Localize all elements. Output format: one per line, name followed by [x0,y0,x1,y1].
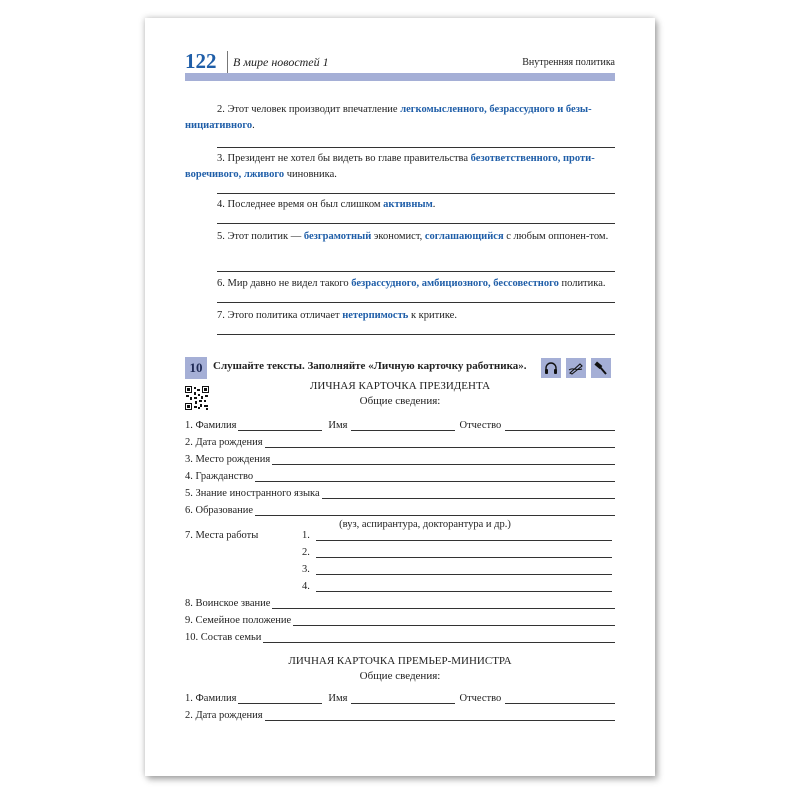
surname-label: 1. Фамилия [185,420,237,431]
page-header [185,51,615,73]
citizenship-row: 4. Гражданство [185,471,615,482]
answer-line[interactable] [217,223,615,224]
exercise-item-2: 2. Этот человек производит впечатление легкомысленного, безрассудного и безы- нициативного. [185,104,592,131]
marital-status-row: 9. Семейное положение [185,615,615,626]
military-rank-field[interactable] [272,598,615,609]
name-field[interactable] [351,693,455,704]
work-line: 1. [302,530,612,541]
header-bar [185,73,615,81]
pencil-icon[interactable] [566,358,586,378]
name-field[interactable] [351,420,455,431]
card-title: ЛИЧНАЯ КАРТОЧКА ПРЕЗИДЕНТА [309,380,491,392]
work-line: 3. [302,564,612,575]
birthdate-field[interactable] [265,710,615,721]
education-row: 6. Образование [185,505,615,516]
work-line: 4. [302,581,612,592]
exercise-item-4: 4. Последнее время он был слишком активным. [217,199,436,210]
name-label: Имя [328,420,348,431]
family-row: 10. Состав семьи [185,632,615,643]
surname-row-2: 1. Фамилия Имя Отчество [185,693,615,704]
birthplace-row: 3. Место рождения [185,454,615,465]
patronymic-field[interactable] [505,693,615,704]
exercise-item-5: 5. Этот политик — безграмотный экономист, соглашающийся с любым оппонен-том. [217,231,609,242]
birthdate-row: 2. Дата рождения [185,437,615,448]
work-field[interactable] [316,547,612,558]
work-field[interactable] [316,530,612,541]
family-field[interactable] [263,632,615,643]
birthplace-field[interactable] [272,454,615,465]
citizenship-field[interactable] [255,471,615,482]
surname-row [185,420,615,431]
education-field[interactable] [255,505,615,516]
exercise-item-7: 7. Этого политика отличает нетерпимость к критике. [217,310,457,321]
birthdate-row-2: 2. Дата рождения [185,710,615,721]
work-label: 7. Места работы [185,530,259,541]
hammer-icon[interactable] [591,358,611,378]
book-title: В мире новостей 1 [233,55,329,69]
answer-line[interactable] [217,193,615,194]
task-number: 10 [185,357,207,379]
military-rank-row: 8. Воинское звание [185,598,615,609]
answer-line[interactable] [217,334,615,335]
work-field[interactable] [316,564,612,575]
surname-field[interactable] [238,693,322,704]
work-field[interactable] [316,581,612,592]
surname-field[interactable] [238,420,322,431]
languages-field[interactable] [322,488,615,499]
task-instruction: Слушайте тексты. Заполняйте «Личную карточку работника». [213,360,527,372]
answer-line[interactable] [217,302,615,303]
header-divider [227,51,228,73]
headphones-icon[interactable] [541,358,561,378]
marital-status-field[interactable] [293,615,615,626]
answer-line[interactable] [217,271,615,272]
card-subtitle: Общие сведения: [359,395,441,407]
textbook-page [145,18,655,776]
section-title: Внутренняя политика [522,57,615,68]
education-note: (вуз, аспирантура, докторантура и др.) [339,519,511,530]
languages-row: 5. Знание иностранного языка [185,488,615,499]
work-line: 2. [302,547,612,558]
exercise-item-6: 6. Мир давно не видел такого безрассудного, амбициозного, бессовестного политика. [217,278,606,289]
exercise-item-3: 3. Президент не хотел бы видеть во главе правительства безответственного, проти- воречивого, лживого чиновника. [185,153,595,180]
answer-line[interactable] [217,147,615,148]
card-title-2: ЛИЧНАЯ КАРТОЧКА ПРЕМЬЕР-МИНИСТРА [288,655,512,667]
patronymic-field[interactable] [505,420,615,431]
card-subtitle-2: Общие сведения: [359,670,441,682]
page-number: 122 [185,49,217,73]
patronymic-label: Отчество [459,420,502,431]
birthdate-field[interactable] [265,437,615,448]
work-label-row [185,530,305,541]
